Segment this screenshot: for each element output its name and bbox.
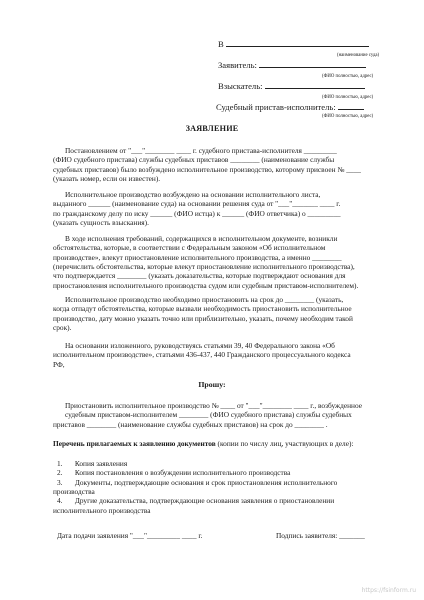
text-line: В ходе исполнения требований, содержащихся в исполнительном документе, возникли	[65, 234, 338, 243]
paragraph-resolution	[53, 146, 389, 183]
text-line: что подтверждается ________ (указать доказательства, которые подтверждают основания для	[53, 271, 346, 281]
bailiff-line	[216, 101, 364, 112]
applicant-blank	[259, 59, 366, 68]
text-line: приставов ________ (наименование службы судебных приставов) на срок до ________ .	[53, 419, 328, 429]
creditor-line	[218, 80, 365, 91]
bailiff-caption: (ФИО полностью, адрес)	[322, 114, 374, 119]
to-caption: (наименование суда)	[337, 53, 380, 58]
attachments-heading: Перечень прилагаемых к заявлению документов	[53, 439, 216, 448]
attachments-heading-row	[53, 439, 393, 448]
paragraph-writ	[53, 190, 389, 227]
list-text: Другие доказательства, подтверждающие основания заявления о приостановлении	[74, 496, 335, 506]
list-text-continuation: исполнительного производства	[53, 505, 151, 515]
list-number: 3.	[57, 477, 63, 487]
applicant-line	[218, 59, 366, 70]
document-title: ЗАЯВЛЕНИЕ	[185, 124, 239, 133]
attachments-heading-line	[53, 439, 393, 448]
list-text: Документы, подтверждающие основания и срок приостановления исполнительного	[74, 477, 338, 487]
text-line: выданного ______ (наименование суда) на основании решения суда от "___"_______ ____ г.	[53, 199, 341, 209]
text-line: приостановления исполнительного производства судом или судебным приставом-исполнителем).	[53, 280, 359, 290]
creditor-label: Взыскатель:	[218, 81, 263, 91]
paragraph-term	[53, 295, 389, 332]
text-line: судебных приставов) было возбуждено исполнительное производство, которому присвоен № ____	[53, 164, 361, 174]
text-line: производство, дату можно указать точно или приблизительно, указать, почему необходим такой	[53, 313, 353, 323]
paragraph-legal-basis	[53, 341, 389, 369]
list-number: 1.	[57, 459, 63, 468]
text-line: судебным приставом-исполнителем ________ (ФИО судебного пристава) службы судебных	[65, 410, 352, 420]
text-line: Исполнительное производство необходимо приостановить на срок до ________ (указать,	[65, 295, 344, 304]
submission-date: Дата подачи заявления "___"_________ ____ г.	[57, 531, 203, 540]
attachments-list	[53, 459, 389, 515]
request-body	[53, 401, 389, 429]
creditor-blank	[265, 80, 365, 89]
applicant-caption: (ФИО полностью, адрес)	[322, 74, 374, 79]
text-line: обстоятельства, которые, в соответствии с Федеральным законом «Об исполнительном	[53, 243, 326, 253]
to-court-line	[218, 38, 369, 49]
paragraph-circumstances	[53, 234, 389, 290]
attachments-note: (копии по числу лиц, участвующих в деле):	[217, 439, 354, 448]
text-line: Приостановить исполнительное производство № ____ от "___"________ ____ г., возбужденное	[65, 401, 362, 410]
text-line: (указать сущность взыскания).	[53, 218, 149, 228]
list-item	[53, 468, 389, 477]
bailiff-label: Судебный пристав-исполнитель:	[216, 102, 336, 112]
bailiff-blank	[338, 101, 364, 110]
applicant-label: Заявитель:	[218, 60, 257, 70]
watermark: https://fsinform.ru	[361, 587, 416, 594]
request-heading: Прошу:	[198, 380, 226, 389]
text-line: исполнительном производстве», статьями 436-437, 440 Гражданского процессуального кодекса	[53, 350, 351, 360]
text-line: РФ,	[53, 359, 65, 369]
list-item	[53, 478, 389, 487]
to-label: В	[218, 39, 224, 49]
list-number: 4.	[57, 496, 63, 506]
creditor-caption: (ФИО полностью, адрес)	[322, 95, 374, 100]
list-text: Копия заявления	[74, 459, 128, 468]
text-line: (ФИО судебного пристава) службы судебных приставов ________ (наименование службы	[53, 155, 335, 165]
text-line: Исполнительное производство возбуждено на основании исполнительного листа,	[65, 190, 321, 199]
list-number: 2.	[57, 468, 63, 478]
text-line: (указать номер, если он известен).	[53, 174, 161, 184]
text-line: производстве», влекут приостановление исполнительного производства, а именно ________	[53, 252, 342, 262]
list-text-continuation: производства	[53, 487, 95, 497]
to-blank	[226, 38, 369, 47]
text-line: На основании изложенного, руководствуясь статьями 39, 40 Федерального закона «Об	[65, 341, 335, 350]
text-line: Постановлением от "___"________ ____ г. судебного пристава-исполнителя _________	[65, 146, 337, 155]
text-line: когда отпадут обстоятельства, которые вызвали необходимость приостановить исполнительное	[53, 304, 352, 314]
list-text: Копия постановления о возбуждении исполнительного производства	[74, 468, 291, 478]
list-item	[53, 459, 389, 468]
list-item	[53, 496, 389, 505]
text-line: (перечислить обстоятельства, которые влекут приостановление исполнительного производства),	[53, 262, 355, 272]
text-line: срок).	[53, 323, 72, 333]
text-line: по гражданскому делу по иску ______ (ФИО истца) к ______ (ФИО ответчика) о _________	[53, 208, 341, 218]
applicant-signature: Подпись заявителя: _______	[276, 531, 365, 540]
